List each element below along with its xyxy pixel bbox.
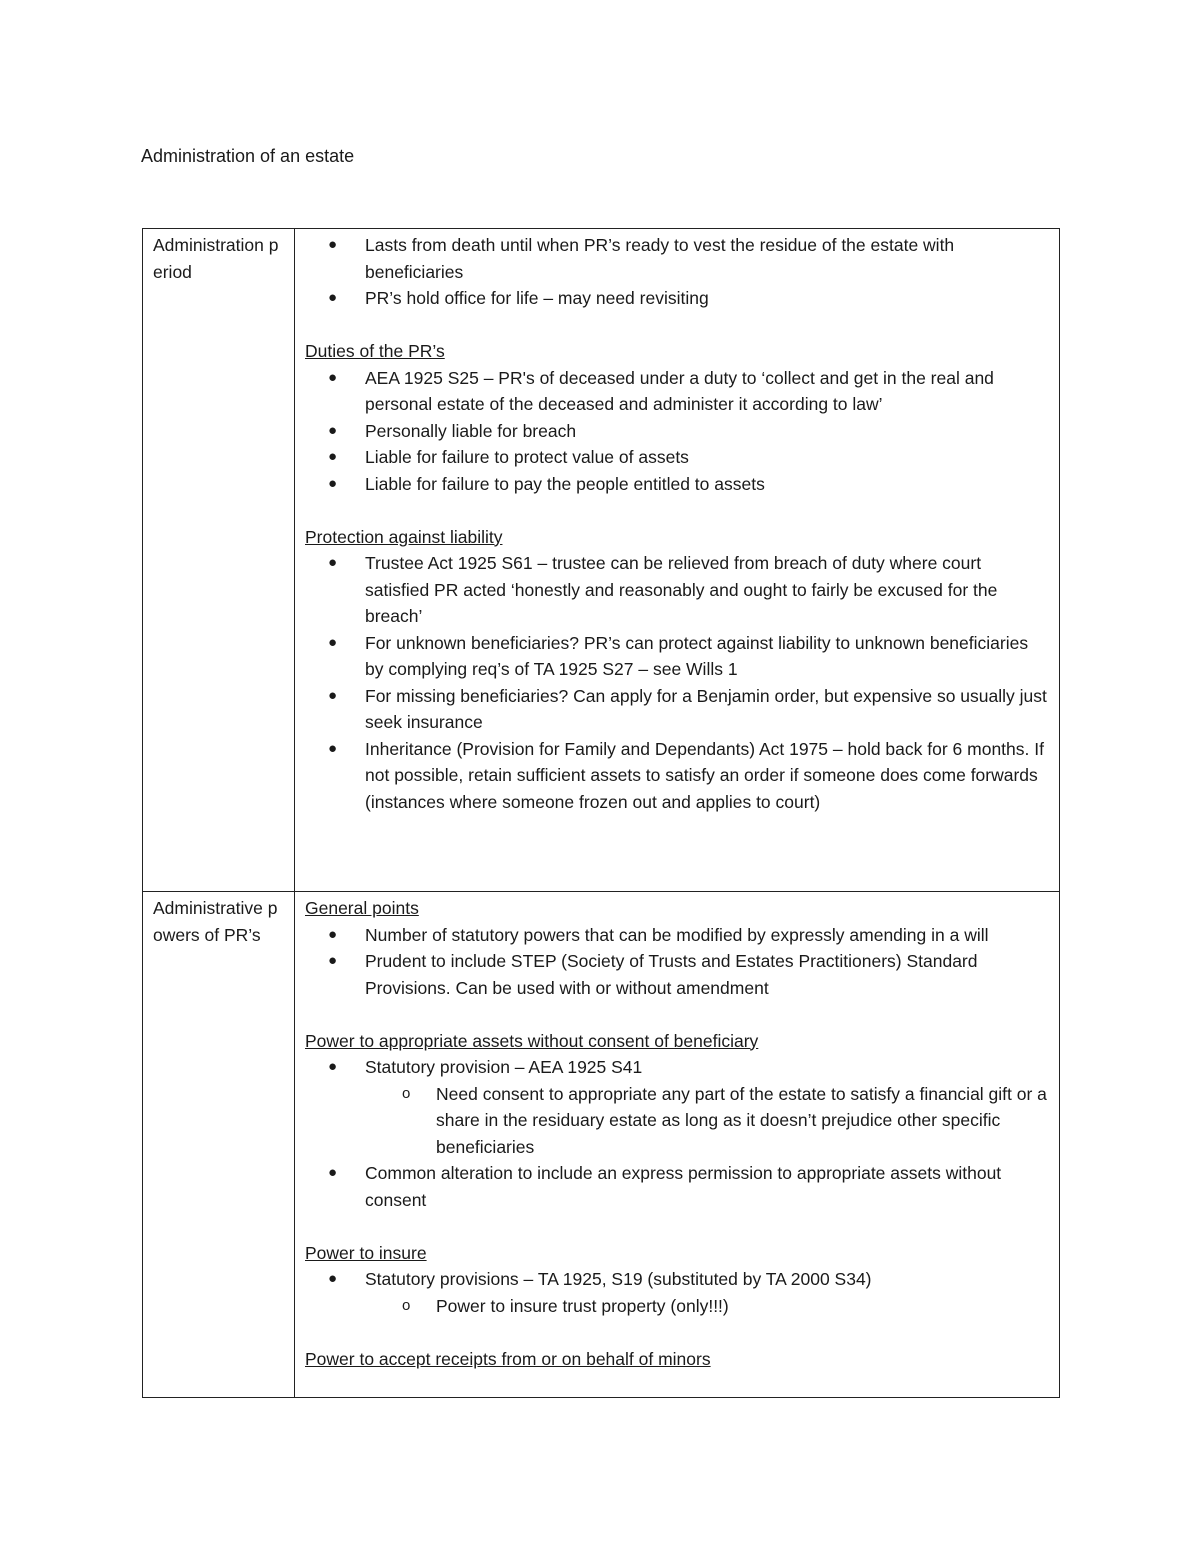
section-heading: General points xyxy=(305,898,419,918)
sub-bullet-list xyxy=(365,1293,1049,1320)
list-item: ● Statutory provisions – TA 1925, S19 (substituted by TA 2000 S34) o Power to insure trust property (only!!!) xyxy=(365,1266,1049,1319)
table-row xyxy=(143,229,1060,892)
row-label: Administrative powers of PR’s xyxy=(143,892,295,1398)
row-content xyxy=(295,229,1060,892)
list-item: ● Common alteration to include an express permission to appropriate assets without consent xyxy=(365,1160,1049,1213)
list-item: ● Personally liable for breach xyxy=(365,418,1049,445)
sub-bullet-list xyxy=(365,1081,1049,1161)
sub-bullet-icon: o xyxy=(402,1084,411,1102)
list-item: ● Trustee Act 1925 S61 – trustee can be relieved from breach of duty where court satisfied PR acted ‘honestly and reasonably and ought to fairly be excused for the breach’ xyxy=(365,550,1049,630)
bullet-list xyxy=(305,365,1049,498)
bullet-icon: ● xyxy=(328,474,338,492)
sub-bullet-icon: o xyxy=(402,1296,411,1314)
list-item: ● PR’s hold office for life – may need revisiting xyxy=(365,285,1049,312)
bullet-icon: ● xyxy=(328,448,338,465)
list-item: ● Number of statutory powers that can be modified by expressly amending in a will xyxy=(365,922,1049,949)
notes-table xyxy=(142,228,1060,1398)
row-label: Administration period xyxy=(143,229,295,892)
table-row xyxy=(143,892,1060,1398)
list-item: ● Statutory provision – AEA 1925 S41 o Need consent to appropriate any part of the estate to satisfy a financial gift or a share in the residuary estate as long as it doesn’t prejudice other specific beneficiaries xyxy=(365,1054,1049,1160)
section-heading: Power to appropriate assets without consent of beneficiary xyxy=(305,1030,759,1051)
bullet-icon: ● xyxy=(328,925,338,943)
bullet-icon: ● xyxy=(328,236,338,253)
bullet-icon: ● xyxy=(328,1164,338,1181)
bullet-icon: ● xyxy=(328,289,338,306)
sub-list-item: o Power to insure trust property (only!!!) xyxy=(436,1293,1049,1320)
bullet-icon: ● xyxy=(328,554,338,571)
bullet-icon: ● xyxy=(328,952,338,969)
bullet-icon: ● xyxy=(328,686,338,704)
list-item: ● For missing beneficiaries? Can apply for a Benjamin order, but expensive so usually just seek insurance xyxy=(365,683,1049,736)
bullet-icon: ● xyxy=(328,633,338,651)
bullet-list xyxy=(305,1054,1049,1213)
bullet-icon: ● xyxy=(328,421,338,439)
sub-list-item: o Need consent to appropriate any part of the estate to satisfy a financial gift or a share in the residuary estate as long as it doesn’t prejudice other specific beneficiaries xyxy=(436,1081,1049,1161)
list-item: ● Prudent to include STEP (Society of Trusts and Estates Practitioners) Standard Provisions. Can be used with or without amendment xyxy=(365,948,1049,1001)
bullet-list xyxy=(305,232,1049,312)
bullet-icon: ● xyxy=(328,1058,338,1075)
bullet-icon: ● xyxy=(328,368,338,386)
section-heading: Power to insure xyxy=(305,1242,427,1263)
list-item: ● Liable for failure to protect value of assets xyxy=(365,444,1049,471)
section-heading: Duties of the PR’s xyxy=(305,341,445,361)
bullet-list xyxy=(305,1266,1049,1319)
document-title: Administration of an estate xyxy=(141,146,355,166)
section-heading: Power to accept receipts from or on behalf of minors xyxy=(305,1348,711,1369)
list-item: ● Liable for failure to pay the people entitled to assets xyxy=(365,471,1049,498)
list-item: ● Inheritance (Provision for Family and Dependants) Act 1975 – hold back for 6 months. If not possible, retain sufficient assets to satisfy an order if someone does come forwards (instances where someone frozen out and applies to court) xyxy=(365,736,1049,816)
section-heading: Protection against liability xyxy=(305,526,503,547)
bullet-icon: ● xyxy=(328,739,338,757)
list-item: ● For unknown beneficiaries? PR’s can protect against liability to unknown beneficiaries by complying req’s of TA 1925 S27 – see Wills 1 xyxy=(365,630,1049,683)
bullet-list xyxy=(305,922,1049,1002)
row-content xyxy=(295,892,1060,1398)
bullet-list xyxy=(305,550,1049,815)
list-item: ● Lasts from death until when PR’s ready to vest the residue of the estate with beneficiaries xyxy=(365,232,1049,285)
list-item: ● AEA 1925 S25 – PR's of deceased under a duty to ‘collect and get in the real and personal estate of the deceased and administer it according to law’ xyxy=(365,365,1049,418)
bullet-icon: ● xyxy=(328,1270,338,1287)
